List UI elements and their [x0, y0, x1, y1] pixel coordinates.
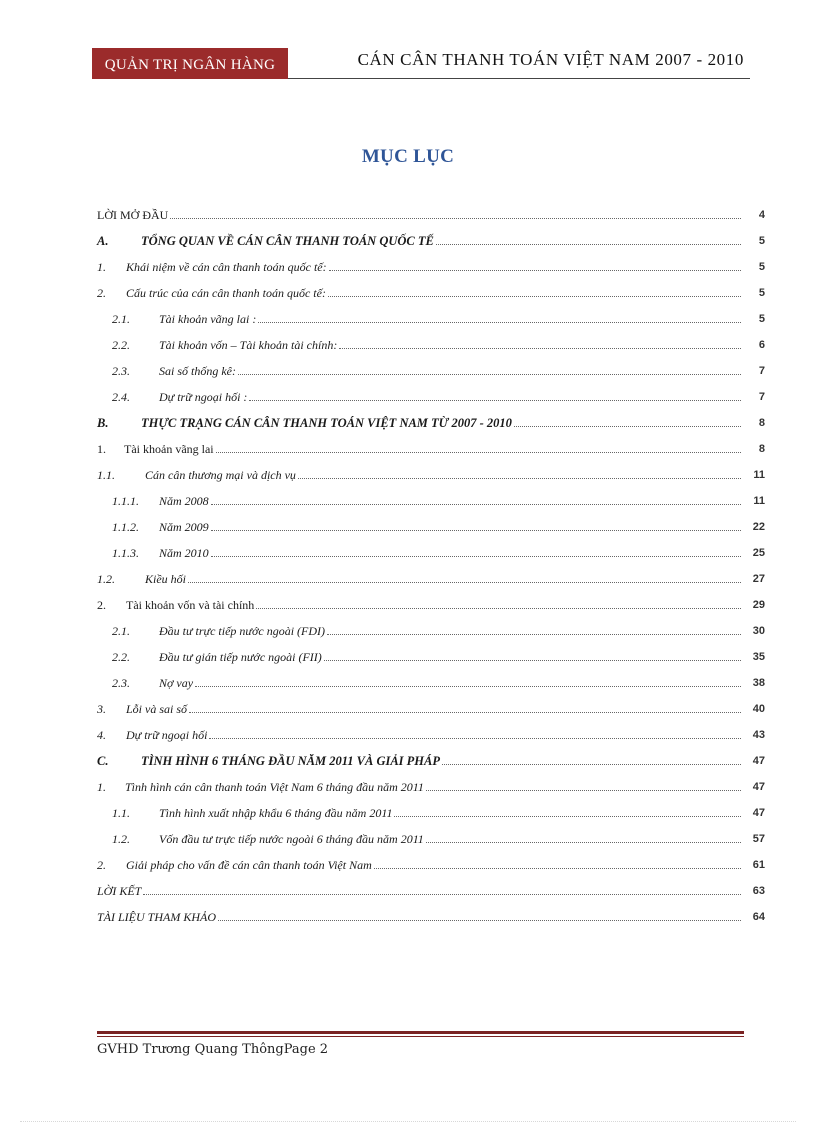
toc-heading: MỤC LỤC	[361, 146, 455, 167]
toc-entry-page: 57	[752, 833, 765, 845]
toc-entry-label: Năm 2010	[159, 546, 209, 560]
toc-entry-label: TÀI LIỆU THAM KHẢO	[97, 910, 216, 924]
toc-entry-page: 5	[758, 313, 765, 325]
toc-entry-number: 2.3.	[112, 364, 130, 378]
toc-entry-label: Khái niệm về cán cân thanh toán quốc tế:	[126, 260, 327, 274]
header-divider	[288, 78, 750, 79]
toc-entry[interactable]	[97, 466, 765, 482]
toc-entry[interactable]	[97, 648, 765, 664]
toc-entry-number: 2.3.	[112, 676, 130, 690]
toc-entry-label: Đầu tư gián tiếp nước ngoài (FII)	[159, 650, 322, 664]
toc-leader-dots	[143, 893, 741, 895]
toc-entry-page: 6	[758, 339, 765, 351]
toc-entry[interactable]	[97, 388, 765, 404]
toc-entry-label: Tình hình cán cân thanh toán Việt Nam 6 tháng đầu năm 2011	[125, 780, 424, 794]
toc-entry[interactable]	[97, 414, 765, 430]
toc-leader-dots	[170, 217, 741, 219]
toc-entry-label: TỔNG QUAN VỀ CÁN CÂN THANH TOÁN QUỐC TẾ	[141, 234, 434, 248]
toc-entry-page: 11	[753, 495, 765, 507]
toc-leader-dots	[211, 529, 741, 531]
toc-entry-number: 2.	[97, 598, 106, 612]
footer-divider-thin	[97, 1036, 744, 1037]
toc-entry-label: Tài khoản vốn và tài chính	[126, 598, 255, 612]
toc-leader-dots	[209, 737, 741, 739]
toc-entry-label: Lỗi và sai số	[126, 702, 188, 716]
toc-entry-number: 4.	[97, 728, 106, 742]
toc-entry-number: 1.	[97, 780, 106, 794]
toc-entry-number: 1.1.	[97, 468, 115, 482]
toc-leader-dots	[189, 711, 741, 713]
toc-entry-label: Giải pháp cho vấn đề cán cân thanh toán Việt Nam	[126, 858, 372, 872]
toc-leader-dots	[256, 607, 741, 609]
toc-entry-page: 5	[758, 261, 765, 273]
toc-entry-number: 1.1.2.	[112, 520, 139, 534]
toc-entry[interactable]	[97, 752, 765, 768]
toc-entry-page: 47	[752, 781, 765, 793]
toc-entry-page: 22	[752, 521, 765, 533]
toc-entry[interactable]	[97, 518, 765, 534]
toc-entry-label: LỜI MỞ ĐẦU	[97, 208, 169, 222]
toc-entry-number: C.	[97, 754, 109, 768]
toc-entry-page: 29	[752, 599, 765, 611]
toc-entry[interactable]	[97, 856, 765, 872]
toc-entry-label: Đầu tư trực tiếp nước ngoài (FDI)	[159, 624, 326, 638]
toc-leader-dots	[514, 425, 741, 427]
toc-leader-dots	[426, 841, 741, 843]
toc-entry[interactable]	[97, 726, 765, 742]
toc-entry[interactable]	[97, 674, 765, 690]
toc-entry-page: 63	[752, 885, 765, 897]
toc-leader-dots	[436, 243, 741, 245]
header-document-title: CÁN CÂN THANH TOÁN VIỆT NAM 2007 - 2010	[357, 50, 744, 69]
toc-entry-number: 1.1.	[112, 806, 130, 820]
toc-leader-dots	[426, 789, 741, 791]
toc-leader-dots	[238, 373, 741, 375]
toc-entry-label: Tài khoản vốn – Tài khoản tài chính:	[159, 338, 338, 352]
toc-entry[interactable]	[97, 804, 765, 820]
toc-entry[interactable]	[97, 206, 765, 222]
toc-leader-dots	[258, 321, 741, 323]
toc-leader-dots	[218, 919, 741, 921]
toc-entry-label: Cấu trúc của cán cân thanh toán quốc tế:	[126, 286, 326, 300]
toc-entry-page: 43	[752, 729, 765, 741]
toc-entry-page: 38	[752, 677, 765, 689]
toc-entry-page: 35	[752, 651, 765, 663]
toc-entry-page: 47	[752, 755, 765, 767]
toc-entry[interactable]	[97, 336, 765, 352]
toc-entry[interactable]	[97, 362, 765, 378]
header-section-tag: QUẢN TRỊ NGÂN HÀNG	[92, 48, 288, 79]
toc-entry-page: 64	[752, 911, 765, 923]
toc-leader-dots	[324, 659, 741, 661]
toc-entry[interactable]	[97, 258, 765, 274]
toc-entry-label: Kiều hối	[145, 572, 186, 586]
toc-leader-dots	[394, 815, 741, 817]
toc-leader-dots	[329, 269, 741, 271]
toc-entry-page: 4	[758, 209, 765, 221]
toc-leader-dots	[211, 503, 741, 505]
toc-entry-label: Dự trữ ngoại hối :	[159, 390, 248, 404]
toc-leader-dots	[298, 477, 741, 479]
toc-entry-page: 61	[752, 859, 765, 871]
toc-entry-number: 1.1.3.	[112, 546, 139, 560]
toc-entry-label: TÌNH HÌNH 6 THÁNG ĐẦU NĂM 2011 VÀ GIẢI PHÁP	[141, 754, 440, 768]
toc-leader-dots	[216, 451, 741, 453]
toc-entry[interactable]	[97, 544, 765, 560]
toc-entry-number: 2.	[97, 286, 106, 300]
toc-entry-page: 40	[752, 703, 765, 715]
toc-entry-label: THỰC TRẠNG CÁN CÂN THANH TOÁN VIỆT NAM TỪ 2007 - 2010	[141, 416, 512, 430]
toc-entry[interactable]	[97, 596, 765, 612]
toc-entry[interactable]	[97, 440, 765, 456]
toc-entry[interactable]	[97, 570, 765, 586]
toc-leader-dots	[442, 763, 741, 765]
toc-entry-label: Tình hình xuất nhập khẩu 6 tháng đầu năm 2011	[159, 806, 393, 820]
toc-entry-label: LỜI KẾT	[97, 884, 142, 898]
toc-entry[interactable]	[97, 830, 765, 846]
toc-entry-number: 2.2.	[112, 650, 130, 664]
toc-entry[interactable]	[97, 492, 765, 508]
toc-entry-page: 7	[758, 365, 765, 377]
toc-entry-page: 7	[758, 391, 765, 403]
toc-entry-page: 47	[752, 807, 765, 819]
page-header	[92, 48, 750, 80]
toc-entry-number: 1.	[97, 260, 106, 274]
toc-entry-number: 2.1.	[112, 312, 130, 326]
toc-entry[interactable]	[97, 778, 765, 794]
toc-entry-page: 11	[753, 469, 765, 481]
toc-entry-number: 2.1.	[112, 624, 130, 638]
toc-leader-dots	[249, 399, 741, 401]
toc-leader-dots	[327, 633, 741, 635]
toc-entry-number: 3.	[97, 702, 106, 716]
toc-entry-label: Nợ vay	[159, 676, 194, 690]
toc-entry-page: 5	[758, 235, 765, 247]
toc-entry[interactable]	[97, 908, 765, 924]
toc-entry-number: 1.2.	[97, 572, 115, 586]
page-boundary	[20, 1121, 796, 1122]
toc-entry-label: Vốn đầu tư trực tiếp nước ngoài 6 tháng đầu năm 2011	[159, 832, 424, 846]
toc-entry-label: Năm 2009	[159, 520, 209, 534]
toc-entry-number: 1.1.1.	[112, 494, 139, 508]
toc-leader-dots	[374, 867, 741, 869]
toc-entry[interactable]	[97, 232, 765, 248]
toc-leader-dots	[188, 581, 741, 583]
toc-entry-number: 2.2.	[112, 338, 130, 352]
toc-entry[interactable]	[97, 284, 765, 300]
toc-entry-page: 30	[752, 625, 765, 637]
toc-leader-dots	[328, 295, 741, 297]
toc-entry-page: 25	[752, 547, 765, 559]
toc-entry-label: Dự trữ ngoại hối	[126, 728, 208, 742]
toc-leader-dots	[339, 347, 741, 349]
toc-entry-label: Cán cân thương mại và dịch vụ	[145, 468, 296, 482]
toc-leader-dots	[211, 555, 741, 557]
toc-entry-label: Tài khoản vãng lai :	[159, 312, 257, 326]
toc-entry[interactable]	[97, 622, 765, 638]
toc-entry-page: 27	[752, 573, 765, 585]
toc-entry[interactable]	[97, 310, 765, 326]
toc-entry[interactable]	[97, 882, 765, 898]
page-footer: GVHD Trương Quang ThôngPage 2	[97, 1042, 329, 1057]
toc-entry[interactable]	[97, 700, 765, 716]
toc-entry-number: 1.	[97, 442, 106, 456]
toc-entry-label: Sai số thống kê:	[159, 364, 236, 378]
toc-entry-label: Tài khoản vãng lai	[124, 442, 214, 456]
toc-entry-page: 8	[758, 443, 765, 455]
toc-entry-number: 2.4.	[112, 390, 130, 404]
toc-leader-dots	[195, 685, 741, 687]
toc-entry-label: Năm 2008	[159, 494, 209, 508]
toc-entry-number: A.	[97, 234, 109, 248]
toc-entry-number: 1.2.	[112, 832, 130, 846]
toc-entry-number: B.	[97, 416, 109, 430]
footer-divider-thick	[97, 1031, 744, 1034]
toc-entry-number: 2.	[97, 858, 106, 872]
toc-entry-page: 8	[758, 417, 765, 429]
toc-entry-page: 5	[758, 287, 765, 299]
